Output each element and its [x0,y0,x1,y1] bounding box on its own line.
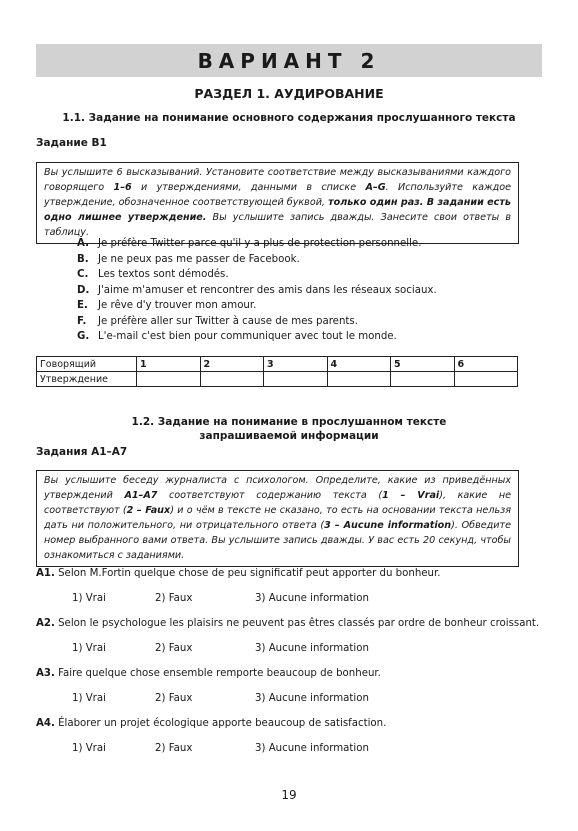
statement-text: L'e-mail c'est bien pour communiquer avec tout le monde. [98,331,397,342]
statement-item [77,299,256,312]
question-text: Selon le psychologue les plaisirs ne peuvent pas êtres classés par ordre de bonheur croissant. [54,618,540,629]
statement-letter: C. [77,269,89,280]
speaker-number: 6 [454,357,518,372]
statement-text: J'aime m'amuser et rencontrer des amis dans les réseaux sociaux. [98,285,437,296]
variant-banner [36,44,542,77]
task2-instructions: Вы услышите беседу журналиста с психологом. Определите, какие из приведённых утверждений A1–A7 соответствуют содержанию текста (1 – Vrai), какие не соответствуют (2 – Faux) и о чём в тексте не сказано, то есть на основании текста нельзя дать ни положительного, ни отрицательного ответа (3 – Aucune information). Обведите номер выбранного вами ответа. Вы услышите запись дважды. У вас есть 20 секунд, чтобы ознакомиться с заданиями. [36,470,519,567]
task1-label: Задание B1 [36,137,107,149]
option-aucune-information[interactable]: 3) Aucune information [255,693,369,704]
speaker-number: 4 [327,357,391,372]
statement-letter: E. [77,300,88,311]
answer-cell[interactable] [264,372,328,387]
table-row [37,372,518,387]
option-faux[interactable]: 2) Faux [155,593,193,604]
task1-instructions: Вы услышите 6 высказываний. Установите соответствие между высказываниями каждого говорящего 1–6 и утверждениями, данными в списке A–G. Используйте каждое утверждение, обозначенное соответствующей буквой, только один раз. В задании есть одно лишнее утверждение. Вы услышите запись дважды. Занесите свои ответы в таблицу. [36,162,519,244]
option-vrai[interactable]: 1) Vrai [72,743,106,754]
statement-letter: B. [77,254,89,265]
answer-table [36,356,518,387]
option-aucune-information[interactable]: 3) Aucune information [255,743,369,754]
task2-label: Задания A1–A7 [36,446,128,458]
table-row-label: Говорящий [37,357,137,372]
question-text: Élaborer un projet écologique apporte beaucoup de satisfaction. [54,718,387,729]
question-a2 [36,618,539,629]
statement-item [77,330,397,343]
option-aucune-information[interactable]: 3) Aucune information [255,593,369,604]
statement-text: Les textos sont démodés. [98,269,229,280]
statement-text: Je préfère Twitter parce qu'il y a plus de protection personnelle. [98,238,422,249]
statement-item [77,253,300,266]
answer-cell[interactable] [454,372,518,387]
statement-item [77,315,358,328]
question-number: A3. [36,668,55,679]
answer-cell[interactable] [391,372,455,387]
statement-letter: D. [77,285,90,296]
statement-item [77,237,421,250]
task2-heading-line2: запрашиваемой информации [199,430,379,442]
option-faux[interactable]: 2) Faux [155,743,193,754]
option-faux[interactable]: 2) Faux [155,643,193,654]
question-text: Selon M.Fortin quelque chose de peu significatif peut apporter du bonheur. [54,568,441,579]
question-a4 [36,718,386,729]
question-number: A2. [36,618,55,629]
option-vrai[interactable]: 1) Vrai [72,593,106,604]
answer-cell[interactable] [327,372,391,387]
answer-cell[interactable] [200,372,264,387]
variant-title: ВАРИАНТ 2 [197,48,381,73]
statement-item [77,284,437,297]
option-faux[interactable]: 2) Faux [155,693,193,704]
speaker-number: 2 [200,357,264,372]
statement-letter: G. [77,331,90,342]
statement-letter: F. [77,316,87,327]
task1-heading: 1.1. Задание на понимание основного содержания прослушанного текста [62,112,516,124]
table-row-label: Утверждение [37,372,137,387]
task2-heading [36,415,542,443]
section-title: РАЗДЕЛ 1. АУДИРОВАНИЕ [194,86,384,101]
option-vrai[interactable]: 1) Vrai [72,693,106,704]
speaker-number: 1 [137,357,201,372]
statement-letter: A. [77,238,89,249]
table-row [37,357,518,372]
question-text: Faire quelque chose ensemble remporte beaucoup de bonheur. [54,668,381,679]
question-number: A4. [36,718,55,729]
question-a3 [36,668,381,679]
statement-text: Je préfère aller sur Twitter à cause de mes parents. [98,316,358,327]
task2-heading-line1: 1.2. Задание на понимание в прослушанном тексте [131,416,447,428]
option-aucune-information[interactable]: 3) Aucune information [255,643,369,654]
speaker-number: 3 [264,357,328,372]
speaker-number: 5 [391,357,455,372]
page-number: 19 [281,788,297,802]
statement-item [77,268,229,281]
statement-text: Je rêve d'y trouver mon amour. [98,300,257,311]
statement-text: Je ne peux pas me passer de Facebook. [98,254,300,265]
question-number: A1. [36,568,55,579]
answer-cell[interactable] [137,372,201,387]
question-a1 [36,568,441,579]
option-vrai[interactable]: 1) Vrai [72,643,106,654]
